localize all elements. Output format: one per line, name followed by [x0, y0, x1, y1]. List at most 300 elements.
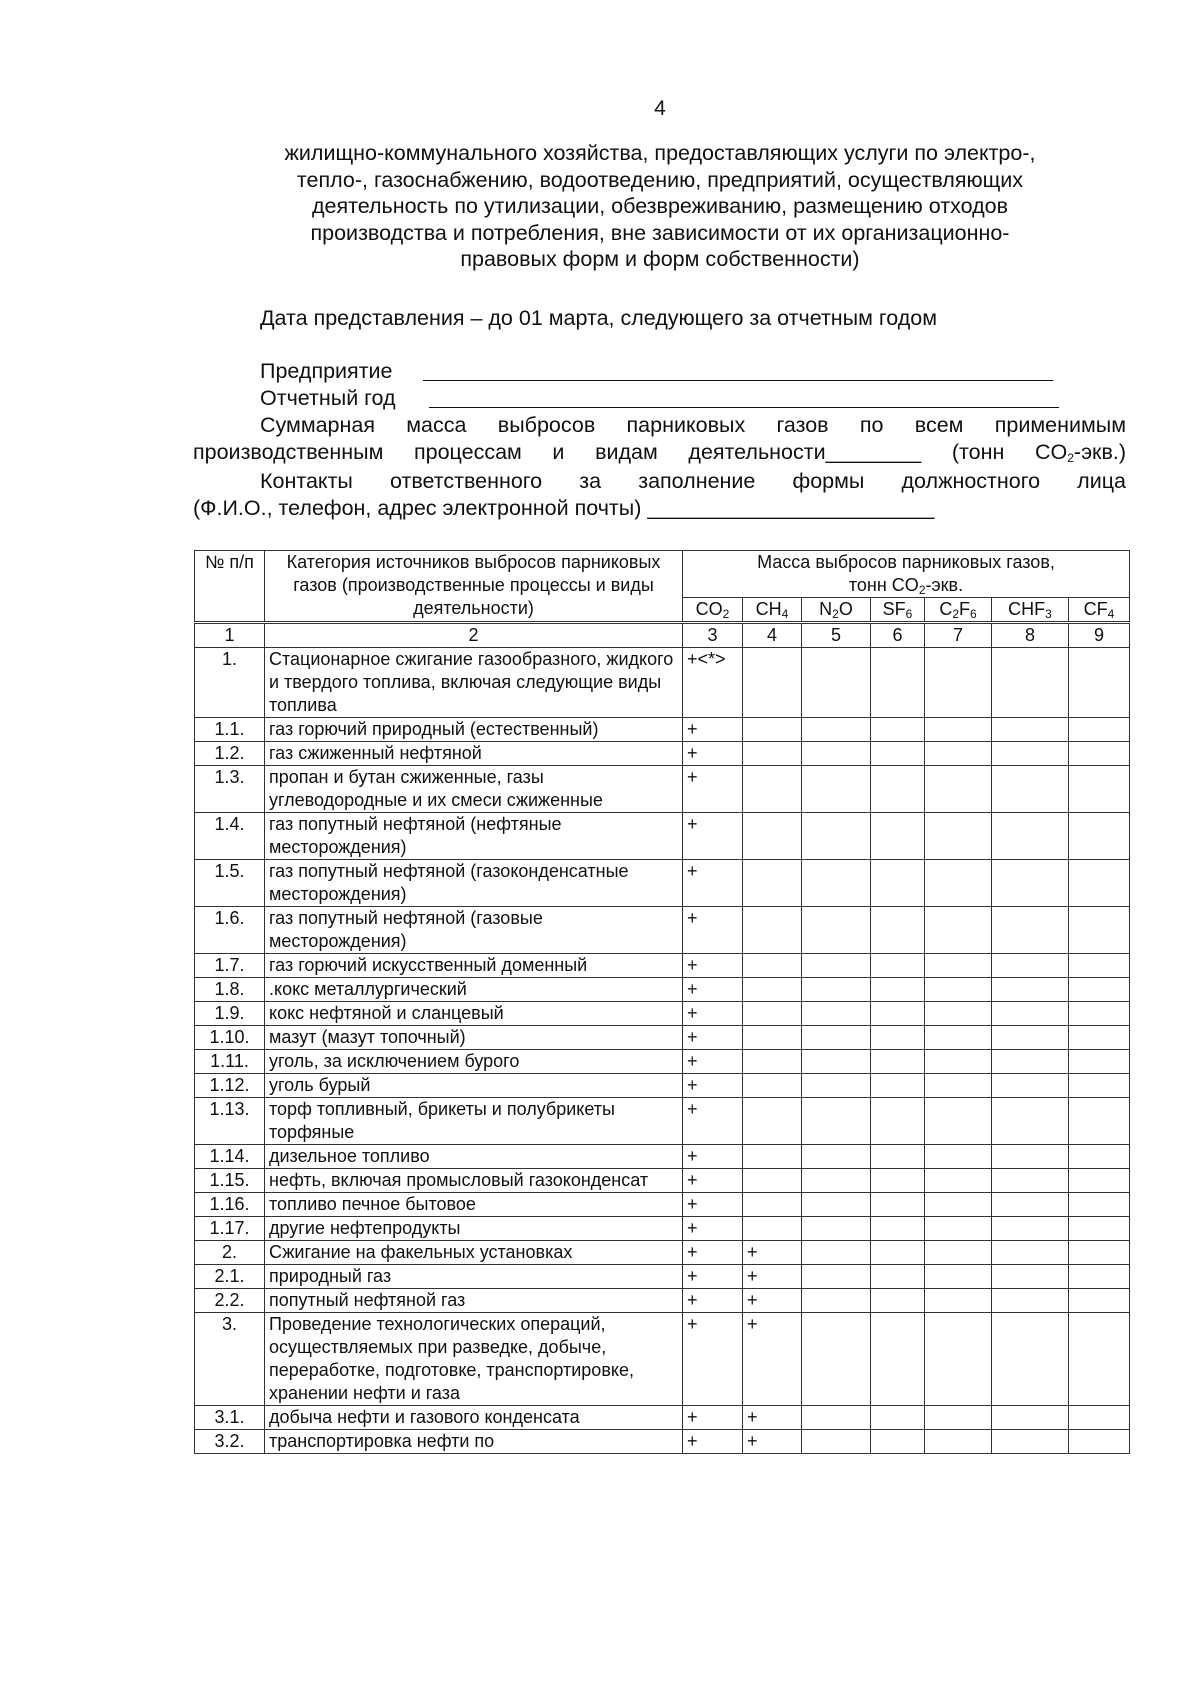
- reporting-year-field: [260, 385, 396, 411]
- gas-subscript: 6: [905, 607, 913, 621]
- gas-header-ch4: [743, 598, 802, 623]
- cell-c2f6: [925, 1193, 992, 1217]
- table-row: [195, 1430, 1130, 1454]
- cell-co2: +: [683, 1074, 743, 1098]
- column-number: 8: [992, 623, 1069, 648]
- gas-symbol: CF: [1083, 599, 1108, 619]
- row-category: уголь, за исключением бурого: [265, 1050, 683, 1074]
- table-row: [195, 1265, 1130, 1289]
- cell-sf6: [871, 1193, 925, 1217]
- cell-n2o: [802, 648, 871, 718]
- table-row: [195, 1193, 1130, 1217]
- cell-ch4: +: [743, 1265, 802, 1289]
- cell-co2: +: [683, 860, 743, 907]
- row-category: Сжигание на факельных установках: [265, 1241, 683, 1265]
- row-number: 1.15.: [195, 1169, 265, 1193]
- row-number: 1.6.: [195, 907, 265, 954]
- row-number: 1.9.: [195, 1002, 265, 1026]
- table-row: [195, 1241, 1130, 1265]
- cell-n2o: [802, 978, 871, 1002]
- table-row: [195, 907, 1130, 954]
- column-number: 9: [1069, 623, 1130, 648]
- cell-chf3: [992, 1430, 1069, 1454]
- table-header-row: [195, 551, 1130, 598]
- cell-cf4: [1069, 718, 1130, 742]
- cell-sf6: [871, 1406, 925, 1430]
- cell-sf6: [871, 1026, 925, 1050]
- cell-n2o: [802, 1169, 871, 1193]
- cell-n2o: [802, 1313, 871, 1406]
- cell-sf6: [871, 1430, 925, 1454]
- row-number: 1.1.: [195, 718, 265, 742]
- cell-n2o: [802, 860, 871, 907]
- cell-sf6: [871, 978, 925, 1002]
- cell-n2o: [802, 954, 871, 978]
- row-number: 1.14.: [195, 1145, 265, 1169]
- cell-chf3: [992, 742, 1069, 766]
- cell-c2f6: [925, 1430, 992, 1454]
- cell-sf6: [871, 1217, 925, 1241]
- cell-co2: +: [683, 1193, 743, 1217]
- cell-n2o: [802, 1026, 871, 1050]
- table-row: [195, 954, 1130, 978]
- gas-header-c2f6: [925, 598, 992, 623]
- gas-symbol: SF: [882, 599, 906, 619]
- cell-sf6: [871, 1002, 925, 1026]
- gas-header-chf3: [992, 598, 1069, 623]
- table-row: [195, 766, 1130, 813]
- cell-cf4: [1069, 907, 1130, 954]
- table-row: [195, 718, 1130, 742]
- cell-ch4: [743, 766, 802, 813]
- cell-cf4: [1069, 978, 1130, 1002]
- cell-sf6: [871, 1074, 925, 1098]
- cell-n2o: [802, 1002, 871, 1026]
- cell-sf6: [871, 1050, 925, 1074]
- cell-co2: +: [683, 1169, 743, 1193]
- cell-c2f6: [925, 1074, 992, 1098]
- cell-c2f6: [925, 1406, 992, 1430]
- cell-sf6: [871, 742, 925, 766]
- cell-co2: +: [683, 1406, 743, 1430]
- cell-chf3: [992, 1169, 1069, 1193]
- row-category: попутный нефтяной газ: [265, 1289, 683, 1313]
- cell-cf4: [1069, 1289, 1130, 1313]
- cell-cf4: [1069, 1002, 1130, 1026]
- cell-n2o: [802, 718, 871, 742]
- cell-ch4: [743, 1002, 802, 1026]
- cell-c2f6: [925, 1313, 992, 1406]
- cell-ch4: +: [743, 1289, 802, 1313]
- row-number: 1.13.: [195, 1098, 265, 1145]
- total-mass-line-1: Суммарная масса выбросов парниковых газов по всем применимым: [260, 413, 1126, 437]
- cell-co2: +: [683, 742, 743, 766]
- row-number: 3.2.: [195, 1430, 265, 1454]
- total-mass-line-2: [193, 439, 1126, 466]
- cell-ch4: +: [743, 1406, 802, 1430]
- column-number: 6: [871, 623, 925, 648]
- enterprise-label: Предприятие: [260, 359, 393, 383]
- reporting-year-label: Отчетный год: [260, 386, 396, 410]
- row-number: 3.: [195, 1313, 265, 1406]
- table-body: [195, 648, 1130, 1454]
- cell-c2f6: [925, 1241, 992, 1265]
- mass-header-subscript: 2: [918, 583, 926, 597]
- intro-line: производства и потребления, вне зависимости от их организационно-: [310, 220, 1010, 245]
- row-category: газ сжиженный нефтяной: [265, 742, 683, 766]
- total-mass-unit: -экв.): [1073, 440, 1126, 464]
- cell-ch4: [743, 1217, 802, 1241]
- cell-ch4: [743, 718, 802, 742]
- row-number: 1.8.: [195, 978, 265, 1002]
- cell-c2f6: [925, 1026, 992, 1050]
- row-category: топливо печное бытовое: [265, 1193, 683, 1217]
- table-row: [195, 1313, 1130, 1406]
- cell-cf4: [1069, 1098, 1130, 1145]
- cell-ch4: [743, 742, 802, 766]
- enterprise-field: [260, 358, 393, 384]
- cell-co2: +: [683, 954, 743, 978]
- cell-n2o: [802, 1217, 871, 1241]
- cell-co2: +: [683, 978, 743, 1002]
- cell-chf3: [992, 1098, 1069, 1145]
- cell-co2: +: [683, 766, 743, 813]
- col-header-category: Категория источников выбросов парниковых газов (производственные процессы и виды деятельности): [265, 551, 683, 623]
- cell-co2: +: [683, 1026, 743, 1050]
- cell-chf3: [992, 1313, 1069, 1406]
- cell-c2f6: [925, 1002, 992, 1026]
- gas-symbol: N: [819, 599, 833, 619]
- cell-c2f6: [925, 718, 992, 742]
- submission-deadline: Дата представления – до 01 марта, следующего за отчетным годом: [260, 306, 938, 330]
- cell-ch4: +: [743, 1430, 802, 1454]
- row-category: Стационарное сжигание газообразного, жидкого и твердого топлива, включая следующие виды топлива: [265, 648, 683, 718]
- cell-n2o: [802, 1406, 871, 1430]
- cell-n2o: [802, 1193, 871, 1217]
- cell-chf3: [992, 1145, 1069, 1169]
- row-number: 1.: [195, 648, 265, 718]
- row-category: нефть, включая промысловый газоконденсат: [265, 1169, 683, 1193]
- row-category: дизельное топливо: [265, 1145, 683, 1169]
- cell-co2: +: [683, 1145, 743, 1169]
- row-category: добыча нефти и газового конденсата: [265, 1406, 683, 1430]
- gas-subscript: 6: [970, 607, 977, 621]
- row-number: 1.7.: [195, 954, 265, 978]
- cell-chf3: [992, 954, 1069, 978]
- row-category: торф топливный, брикеты и полубрикеты торфяные: [265, 1098, 683, 1145]
- contacts-line-1: Контакты ответственного за заполнение формы должностного лица: [260, 469, 1126, 493]
- cell-n2o: [802, 813, 871, 860]
- cell-chf3: [992, 978, 1069, 1002]
- cell-cf4: [1069, 813, 1130, 860]
- row-number: 1.12.: [195, 1074, 265, 1098]
- intro-line: жилищно-коммунального хозяйства, предоставляющих услуги по электро-,: [284, 141, 1036, 165]
- cell-c2f6: [925, 1145, 992, 1169]
- cell-n2o: [802, 1098, 871, 1145]
- cell-co2: +: [683, 813, 743, 860]
- table-row: [195, 742, 1130, 766]
- cell-cf4: [1069, 742, 1130, 766]
- gas-subscript: 4: [781, 607, 789, 621]
- intro-line: тепло-, газоснабжению, водоотведению, предприятий, осуществляющих: [296, 167, 1024, 192]
- cell-co2: +: [683, 1098, 743, 1145]
- cell-co2: +: [683, 1241, 743, 1265]
- cell-ch4: [743, 1169, 802, 1193]
- cell-ch4: [743, 1145, 802, 1169]
- col-header-number: № п/п: [195, 551, 265, 623]
- cell-c2f6: [925, 766, 992, 813]
- cell-chf3: [992, 1193, 1069, 1217]
- cell-c2f6: [925, 954, 992, 978]
- table-row: [195, 1002, 1130, 1026]
- cell-ch4: [743, 813, 802, 860]
- cell-co2: +: [683, 1430, 743, 1454]
- cell-chf3: [992, 1241, 1069, 1265]
- cell-sf6: [871, 954, 925, 978]
- row-category: природный газ: [265, 1265, 683, 1289]
- table-row: [195, 978, 1130, 1002]
- cell-c2f6: [925, 1289, 992, 1313]
- gas-subscript: 2: [832, 607, 839, 621]
- row-category: газ горючий искусственный доменный: [265, 954, 683, 978]
- cell-n2o: [802, 766, 871, 813]
- cell-n2o: [802, 907, 871, 954]
- cell-cf4: [1069, 1169, 1130, 1193]
- cell-n2o: [802, 1050, 871, 1074]
- gas-header-sf6: [871, 598, 925, 623]
- table-row: [195, 1289, 1130, 1313]
- mass-header-line-2: [687, 574, 1125, 597]
- row-number: 2.2.: [195, 1289, 265, 1313]
- cell-chf3: [992, 1050, 1069, 1074]
- cell-sf6: [871, 1145, 925, 1169]
- cell-sf6: [871, 718, 925, 742]
- intro-line: правовых форм и форм собственности): [460, 247, 860, 271]
- row-number: 1.5.: [195, 860, 265, 907]
- table-row: [195, 1098, 1130, 1145]
- cell-chf3: [992, 718, 1069, 742]
- cell-chf3: [992, 1026, 1069, 1050]
- gas-symbol-tail: O: [838, 599, 853, 619]
- cell-sf6: [871, 813, 925, 860]
- cell-cf4: [1069, 1050, 1130, 1074]
- cell-ch4: [743, 1098, 802, 1145]
- cell-sf6: [871, 860, 925, 907]
- gas-subscript: 4: [1107, 607, 1115, 621]
- row-category: газ попутный нефтяной (нефтяные месторождения): [265, 813, 683, 860]
- row-category: пропан и бутан сжиженные, газы углеводородные и их смеси сжиженные: [265, 766, 683, 813]
- column-number: 7: [925, 623, 992, 648]
- row-number: 2.: [195, 1241, 265, 1265]
- cell-co2: +: [683, 1289, 743, 1313]
- total-mass-text: производственным процессам и видам деятельности________ (тонн CO: [193, 440, 1068, 464]
- cell-chf3: [992, 1002, 1069, 1026]
- cell-c2f6: [925, 1217, 992, 1241]
- cell-chf3: [992, 907, 1069, 954]
- table-row: [195, 1050, 1130, 1074]
- cell-cf4: [1069, 860, 1130, 907]
- cell-c2f6: [925, 813, 992, 860]
- cell-cf4: [1069, 648, 1130, 718]
- cell-co2: +<*>: [683, 648, 743, 718]
- intro-line: деятельность по утилизации, обезвреживанию, размещению отходов: [311, 194, 1009, 218]
- column-number: 4: [743, 623, 802, 648]
- cell-chf3: [992, 813, 1069, 860]
- cell-ch4: [743, 978, 802, 1002]
- cell-n2o: [802, 1074, 871, 1098]
- cell-cf4: [1069, 766, 1130, 813]
- cell-sf6: [871, 766, 925, 813]
- cell-cf4: [1069, 1026, 1130, 1050]
- mass-header-unit-end: -экв.: [925, 575, 964, 595]
- cell-ch4: +: [743, 1241, 802, 1265]
- row-number: 1.3.: [195, 766, 265, 813]
- cell-sf6: [871, 648, 925, 718]
- column-number: 3: [683, 623, 743, 648]
- cell-sf6: [871, 1289, 925, 1313]
- gas-header-co2: [683, 598, 743, 623]
- row-category: газ горючий природный (естественный): [265, 718, 683, 742]
- cell-co2: +: [683, 1002, 743, 1026]
- cell-co2: +: [683, 718, 743, 742]
- cell-c2f6: [925, 907, 992, 954]
- cell-ch4: [743, 954, 802, 978]
- gas-symbol: CO: [695, 599, 723, 619]
- row-category: транспортировка нефти по: [265, 1430, 683, 1454]
- cell-c2f6: [925, 648, 992, 718]
- gas-symbol: CHF: [1008, 599, 1046, 619]
- column-number: 5: [802, 623, 871, 648]
- cell-sf6: [871, 1169, 925, 1193]
- table-row: [195, 1026, 1130, 1050]
- gas-subscript: 2: [722, 607, 730, 621]
- row-number: 1.4.: [195, 813, 265, 860]
- cell-cf4: [1069, 1074, 1130, 1098]
- cell-chf3: [992, 1289, 1069, 1313]
- table-row: [195, 1074, 1130, 1098]
- form-applicability-text: [200, 140, 1120, 273]
- gas-header-n2o: [802, 598, 871, 623]
- table-row: [195, 860, 1130, 907]
- contacts-line-2: (Ф.И.О., телефон, адрес электронной почты) ________________________: [193, 496, 935, 520]
- row-number: 1.17.: [195, 1217, 265, 1241]
- page-number: 4: [654, 97, 666, 120]
- cell-cf4: [1069, 1241, 1130, 1265]
- total-mass-subscript: 2: [1067, 451, 1074, 465]
- cell-sf6: [871, 1313, 925, 1406]
- row-number: 1.10.: [195, 1026, 265, 1050]
- cell-cf4: [1069, 1217, 1130, 1241]
- cell-c2f6: [925, 978, 992, 1002]
- cell-cf4: [1069, 1145, 1130, 1169]
- cell-c2f6: [925, 1169, 992, 1193]
- row-category: газ попутный нефтяной (газоконденсатные месторождения): [265, 860, 683, 907]
- cell-chf3: [992, 1265, 1069, 1289]
- row-category: другие нефтепродукты: [265, 1217, 683, 1241]
- cell-ch4: [743, 907, 802, 954]
- enterprise-blank-line: [423, 380, 1053, 381]
- mass-header-unit: тонн CO: [848, 575, 919, 595]
- gas-subscript: 3: [1045, 607, 1052, 621]
- cell-n2o: [802, 742, 871, 766]
- cell-ch4: [743, 1026, 802, 1050]
- cell-ch4: [743, 1193, 802, 1217]
- column-number: 2: [265, 623, 683, 648]
- table-row: [195, 1406, 1130, 1430]
- table-row: [195, 813, 1130, 860]
- row-number: 1.16.: [195, 1193, 265, 1217]
- row-category: мазут (мазут топочный): [265, 1026, 683, 1050]
- cell-c2f6: [925, 1098, 992, 1145]
- cell-cf4: [1069, 1313, 1130, 1406]
- cell-ch4: [743, 1050, 802, 1074]
- cell-cf4: [1069, 1430, 1130, 1454]
- row-category: .кокс металлургический: [265, 978, 683, 1002]
- gas-header-cf4: [1069, 598, 1130, 623]
- row-number: 1.11.: [195, 1050, 265, 1074]
- row-category: Проведение технологических операций, осуществляемых при разведке, добыче, переработке, подготовке, транспортировке, хранении нефти и газа: [265, 1313, 683, 1406]
- cell-ch4: [743, 1074, 802, 1098]
- row-number: 2.1.: [195, 1265, 265, 1289]
- gas-symbol: CH: [755, 599, 782, 619]
- cell-n2o: [802, 1145, 871, 1169]
- cell-co2: +: [683, 1313, 743, 1406]
- cell-sf6: [871, 1265, 925, 1289]
- reporting-year-blank-line: [429, 407, 1059, 408]
- cell-co2: +: [683, 1050, 743, 1074]
- cell-n2o: [802, 1241, 871, 1265]
- gas-symbol-tail: F: [959, 599, 970, 619]
- cell-co2: +: [683, 1265, 743, 1289]
- cell-chf3: [992, 766, 1069, 813]
- table-row: [195, 1145, 1130, 1169]
- column-number-row: [195, 623, 1130, 648]
- table-row: [195, 1217, 1130, 1241]
- cell-c2f6: [925, 860, 992, 907]
- cell-c2f6: [925, 742, 992, 766]
- cell-n2o: [802, 1289, 871, 1313]
- cell-chf3: [992, 1074, 1069, 1098]
- cell-co2: +: [683, 907, 743, 954]
- cell-cf4: [1069, 1265, 1130, 1289]
- row-category: кокс нефтяной и сланцевый: [265, 1002, 683, 1026]
- cell-sf6: [871, 1241, 925, 1265]
- table-row: [195, 648, 1130, 718]
- emissions-table: [194, 550, 1130, 1454]
- cell-cf4: [1069, 1193, 1130, 1217]
- column-number: 1: [195, 623, 265, 648]
- cell-c2f6: [925, 1265, 992, 1289]
- row-category: уголь бурый: [265, 1074, 683, 1098]
- gas-subscript: 2: [952, 607, 959, 621]
- col-header-mass: [683, 551, 1130, 598]
- cell-n2o: [802, 1265, 871, 1289]
- cell-sf6: [871, 907, 925, 954]
- cell-cf4: [1069, 954, 1130, 978]
- cell-ch4: +: [743, 1313, 802, 1406]
- row-number: 3.1.: [195, 1406, 265, 1430]
- cell-c2f6: [925, 1050, 992, 1074]
- cell-sf6: [871, 1098, 925, 1145]
- cell-chf3: [992, 1217, 1069, 1241]
- gas-symbol: C: [939, 599, 953, 619]
- cell-co2: +: [683, 1217, 743, 1241]
- row-number: 1.2.: [195, 742, 265, 766]
- cell-ch4: [743, 648, 802, 718]
- cell-ch4: [743, 860, 802, 907]
- cell-chf3: [992, 1406, 1069, 1430]
- cell-chf3: [992, 860, 1069, 907]
